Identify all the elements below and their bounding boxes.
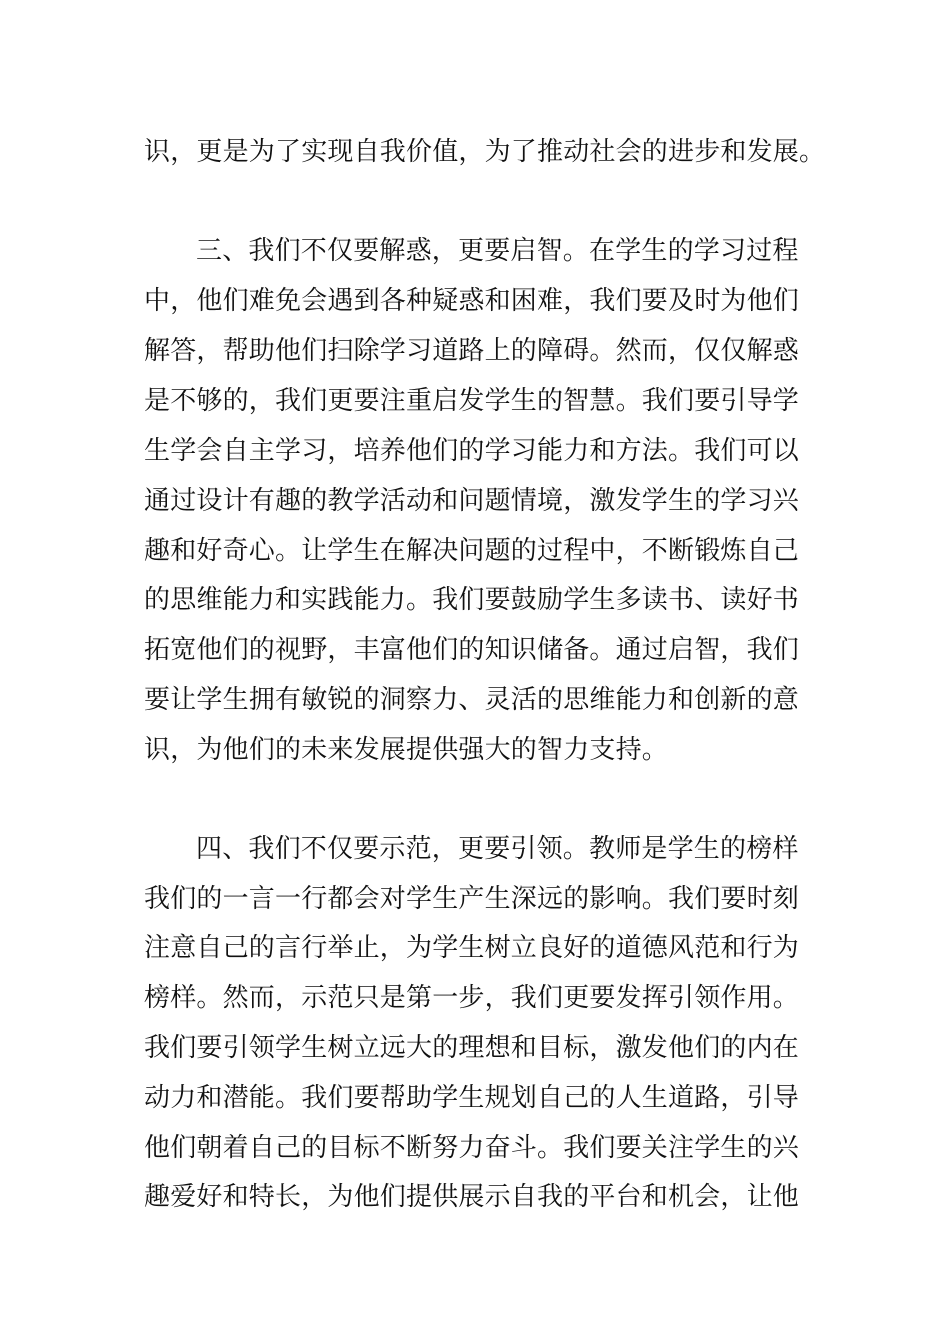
section-three-heading-line: 三、我们不仅要解惑，更要启智。在学生的学习过程 — [196, 236, 799, 266]
text-line: 他们朝着自己的目标不断努力奋斗。我们要关注学生的兴 — [144, 1133, 800, 1163]
text-line: 的思维能力和实践能力。我们要鼓励学生多读书、读好书 — [144, 585, 800, 615]
text-line: 动力和潜能。我们要帮助学生规划自己的人生道路，引导 — [144, 1083, 800, 1113]
text-line: 趣和好奇心。让学生在解决问题的过程中，不断锻炼自己 — [144, 536, 800, 566]
text-line: 注意自己的言行举止，为学生树立良好的道德风范和行为 — [144, 933, 800, 963]
text-line: 通过设计有趣的教学活动和问题情境，激发学生的学习兴 — [144, 486, 800, 516]
text-line: 生学会自主学习，培养他们的学习能力和方法。我们可以 — [144, 436, 800, 466]
section-four-heading-line: 四、我们不仅要示范，更要引领。教师是学生的榜样 — [196, 834, 799, 864]
text-line: 识，为他们的未来发展提供强大的智力支持。 — [144, 735, 669, 765]
text-line: 是不够的，我们更要注重启发学生的智慧。我们要引导学 — [144, 386, 800, 416]
text-line: 中，他们难免会遇到各种疑惑和困难，我们要及时为他们 — [144, 286, 800, 316]
text-line: 识，更是为了实现自我价值，为了推动社会的进步和发展。 — [144, 137, 826, 167]
text-line: 我们要引领学生树立远大的理想和目标，激发他们的内在 — [144, 1033, 800, 1063]
text-line: 我们的一言一行都会对学生产生深远的影响。我们要时刻 — [144, 884, 800, 914]
text-line: 榜样。然而，示范只是第一步，我们更要发挥引领作用。 — [144, 983, 800, 1013]
text-line: 要让学生拥有敏锐的洞察力、灵活的思维能力和创新的意 — [144, 685, 800, 715]
text-line: 趣爱好和特长，为他们提供展示自我的平台和机会，让他 — [144, 1182, 800, 1212]
text-line: 拓宽他们的视野，丰富他们的知识储备。通过启智，我们 — [144, 635, 800, 665]
text-line: 解答，帮助他们扫除学习道路上的障碍。然而，仅仅解惑 — [144, 336, 800, 366]
